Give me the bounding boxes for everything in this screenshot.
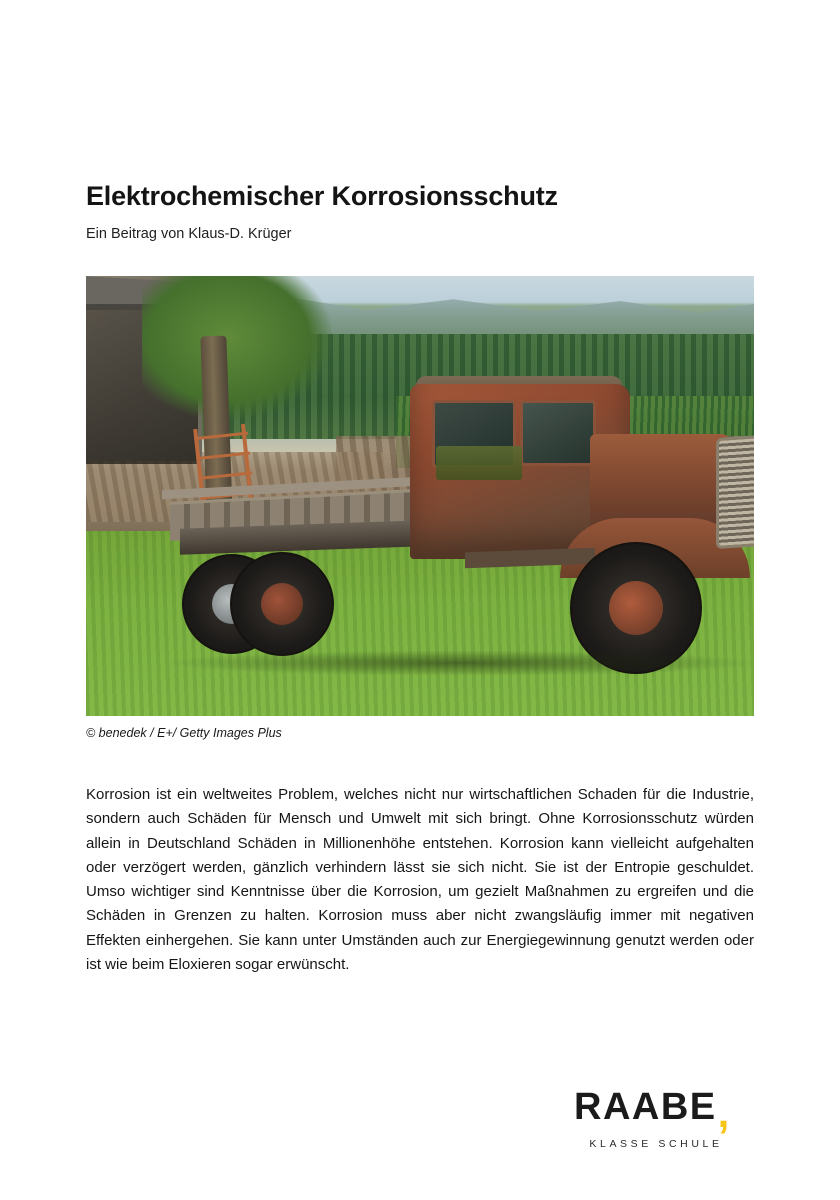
logo-comma-accent: ,: [717, 1089, 730, 1136]
truck-side-window: [520, 400, 596, 466]
page-title: Elektrochemischer Korrosionsschutz: [86, 181, 558, 212]
hero-image: [86, 276, 754, 716]
logo-tagline: KLASSE SCHULE: [589, 1138, 723, 1150]
logo-wordmark: RAABE: [574, 1086, 717, 1128]
photo-illustration: [86, 276, 754, 716]
intro-paragraph: Korrosion ist ein weltweites Problem, welches nicht nur wirtschaftlichen Schaden für die Industrie, sondern auch Schäden für Mensch und Umwelt mit sich bringt. Ohne Korrosionsschutz würden allein in Deutschland Schäden in Millionenhöhe entstehen. Korrosion kann vielleicht aufgehalten oder verzögert werden, gänzlich verhindern lässt sie sich nicht. Sie ist der Entropie geschuldet. Umso wichtiger sind Kenntnisse über die Korrosion, um gezielt Maßnahmen zu ergreifen und die Schäden in Grenzen zu halten. Korrosion muss aber nicht zwangsläufig immer mit negativen Effekten einhergehen. Sie kann unter Umständen auch zur Energiegewinnung genutzt werden oder ist wie beim Eloxieren sogar erwünscht.: [86, 786, 754, 974]
publisher-logo: [574, 1088, 754, 1150]
author-byline: Ein Beitrag von Klaus-D. Krüger: [86, 226, 292, 242]
image-credit-caption: © benedek / E+/ Getty Images Plus: [86, 726, 282, 740]
truck-ground-shadow: [160, 650, 754, 676]
moss-patch: [436, 446, 522, 480]
truck-rear-wheel-outer: [230, 552, 334, 656]
truck-hood: [590, 434, 730, 530]
rusty-truck: [120, 354, 750, 684]
truck-grille: [716, 434, 754, 549]
